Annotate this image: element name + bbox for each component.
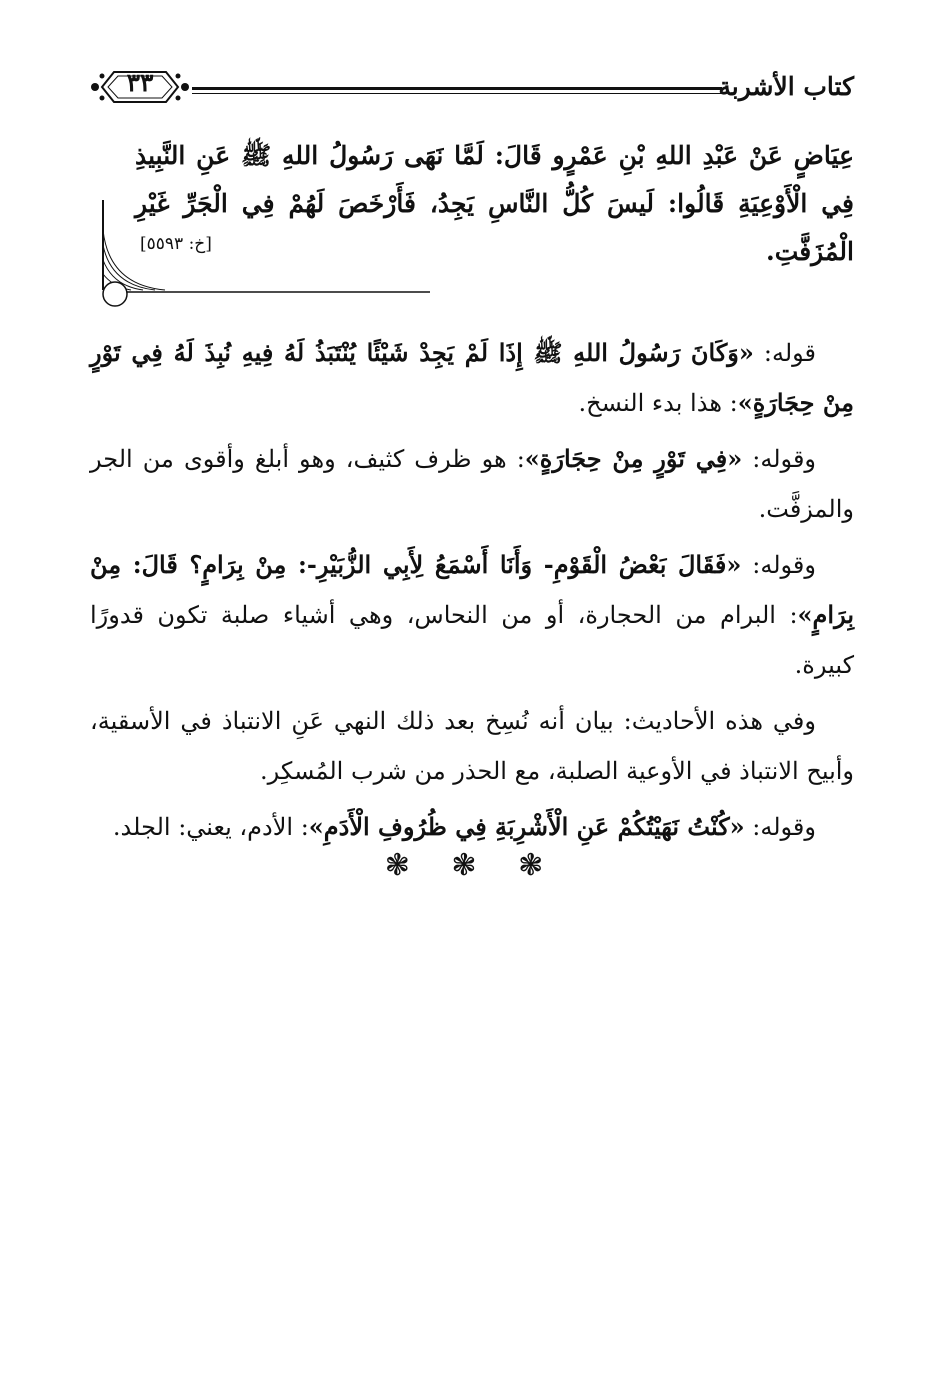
chapter-title: كتاب الأشربة (718, 72, 854, 101)
paragraph-lead: وقوله: (742, 445, 817, 473)
header-rule (192, 87, 722, 90)
paragraph-lead: وقوله: (744, 813, 816, 841)
commentary-paragraph (90, 434, 854, 534)
paragraph-text: : البرام من الحجارة، أو من النحاس، وهي أشياء صلبة تكون قدورًا كبيرة. (90, 601, 854, 679)
commentary-paragraph (90, 328, 854, 428)
paragraph-text: بيان أنه نُسِخ بعد ذلك النهي عَنِ الانتباذ في الأسقية، وأبيح الانتباذ في الأوعية الصلبة، مع الحذر من شرب المُسكِر. (90, 707, 854, 785)
commentary-paragraph (90, 540, 854, 690)
paragraph-lead: وقوله: (741, 551, 816, 579)
paragraph-text: : الأدم، يعني: الجلد. (112, 813, 309, 841)
paragraph-lead: قوله: (753, 339, 816, 367)
commentary-section (90, 328, 854, 858)
hadith-text: عِيَاضٍ عَنْ عَبْدِ اللهِ بْنِ عَمْرٍو قَالَ: لَمَّا نَهَى رَسُولُ اللهِ ﷺ عَنِ النَّبِيذِ فِي الْأَوْعِيَةِ قَالُوا: لَيسَ كُلُّ النَّاسِ يَجِدُ، فَأَرْخَصَ لَهُمْ فِي الْجَرِّ غَيْرِ الْمُزَفَّتِ. (135, 141, 854, 266)
quoted-text: «فَقَالَ بَعْضُ الْقَوْمِ- وَأَنَا أَسْمَعُ لِأَبِي الزُّبَيْرِ-: مِنْ بِرَامٍ؟ قَالَ: مِنْ بِرَامٍ» (90, 550, 854, 629)
page-number: ٣٣ (126, 68, 154, 97)
quoted-text: «وَكَانَ رَسُولُ اللهِ ﷺ إِذَا لَمْ يَجِدْ شَيْئًا يُنْتَبَذُ لَهُ فِيهِ نُبِذَ لَهُ فِي تَوْرٍ مِنْ حِجَارَةٍ» (90, 338, 854, 417)
quoted-text: «فِي تَوْرٍ مِنْ حِجَارَةٍ» (524, 444, 743, 473)
commentary-paragraph (90, 802, 854, 852)
quoted-text: «كُنْتُ نَهَيْتُكُمْ عَنِ الْأَشْرِبَةِ فِي ظُرُوفِ الْأَدَمِ» (308, 812, 745, 841)
paragraph-text: : هو ظرف كثيف، وهو أبلغ وأقوى من الجر والمزفَّت. (90, 445, 854, 523)
section-separator-ornament: ❃ ❃ ❃ (384, 848, 560, 883)
paragraph-lead: وفي هذه الأحاديث: (613, 707, 816, 735)
commentary-paragraph (90, 696, 854, 796)
header-rule-thin (192, 93, 722, 94)
hadith-reference: [خ: ٥٥٩٣] (140, 234, 212, 254)
paragraph-text: : هذا بدء النسخ. (578, 389, 738, 417)
